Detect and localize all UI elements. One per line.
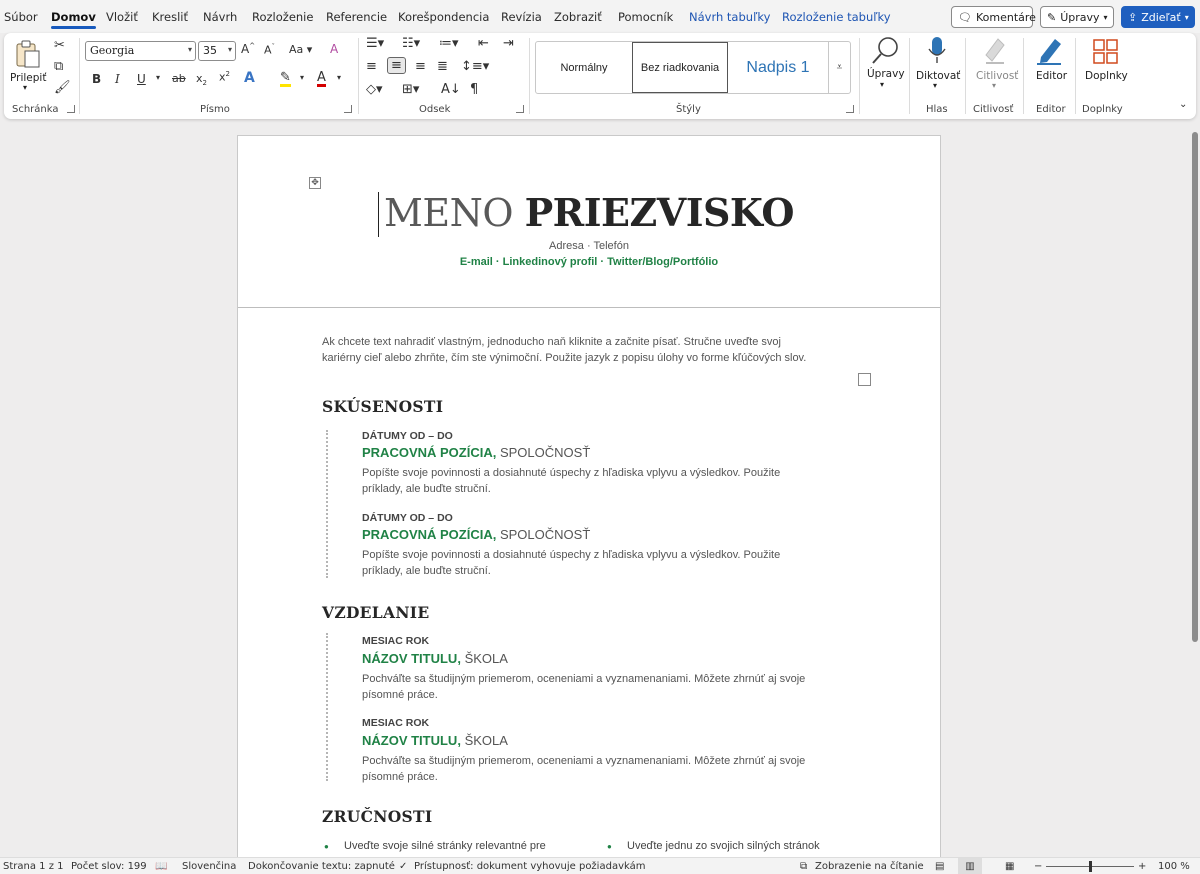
strikethrough-icon[interactable]: ab — [172, 72, 186, 85]
read-mode-icon[interactable]: ▤ — [935, 861, 945, 872]
job-title: PRACOVNÁ POZÍCIA, — [362, 527, 497, 542]
font-dialog-launcher[interactable] — [344, 105, 352, 113]
superscript-icon[interactable]: $x^2$ — [219, 70, 230, 84]
tab-references[interactable]: Referencie — [326, 10, 388, 24]
group-separator — [79, 38, 80, 114]
zoom-level[interactable]: 100 % — [1158, 861, 1190, 872]
group-separator — [529, 38, 530, 114]
editor-label: Editor — [1036, 70, 1068, 82]
entry-description[interactable] — [362, 465, 852, 497]
job-title: PRACOVNÁ POZÍCIA, — [362, 445, 497, 460]
sort-icon[interactable]: A↓ — [441, 82, 461, 97]
description-line: Popíšte svoje povinnosti a dosiahnuté úspechy z hľadiska vplyvu a výsledkov. Použite — [362, 549, 781, 561]
font-name-value: Georgia — [90, 44, 135, 57]
objective-line: Ak chcete text nahradiť vlastným, jednoducho naň kliknite a začnite písať. Stručne uveďte svoj — [322, 336, 781, 348]
chevron-down-icon: ▾ — [933, 81, 938, 90]
style-heading-1[interactable]: Nadpis 1 — [746, 58, 810, 76]
dictate-button[interactable] — [911, 35, 963, 95]
bold-icon[interactable]: B — [92, 72, 102, 86]
tab-review[interactable]: Revízia — [501, 10, 542, 24]
description-line: Popíšte svoje povinnosti a dosiahnuté úspechy z hľadiska vplyvu a výsledkov. Použite — [362, 467, 781, 479]
resume-header — [238, 136, 940, 308]
sensitivity-button[interactable] — [967, 35, 1023, 95]
font-name-combo[interactable] — [85, 41, 196, 61]
editor-button[interactable] — [1025, 35, 1075, 95]
pencil-icon: ✎ — [1047, 10, 1057, 24]
addins-button[interactable] — [1077, 35, 1135, 95]
objective[interactable] — [322, 334, 862, 366]
entry-heading[interactable] — [362, 651, 508, 666]
cut-icon[interactable]: ✂ — [54, 38, 65, 53]
tab-insert[interactable]: Vložiť — [106, 10, 138, 24]
school: ŠKOLA — [464, 733, 508, 748]
word-count[interactable]: Počet slov: 199 — [71, 861, 147, 872]
clipboard-dialog-launcher[interactable] — [67, 105, 75, 113]
shading-icon[interactable]: ◇▾ — [366, 82, 383, 97]
sensitivity-group-label: Citlivosť — [973, 104, 1014, 115]
entry-heading[interactable] — [362, 733, 508, 748]
status-bar — [0, 857, 1200, 874]
paste-label: Prilepiť — [10, 72, 47, 84]
highlight-icon[interactable]: ✎ — [280, 70, 291, 85]
subscript-icon[interactable]: $x_2$ — [196, 72, 207, 88]
align-right-icon[interactable]: ≡ — [415, 59, 426, 74]
chevron-down-icon: ▾ — [187, 45, 192, 54]
font-color-icon[interactable]: A — [317, 70, 326, 85]
chevron-down-icon: ▾ — [880, 80, 885, 89]
comments-button[interactable] — [951, 6, 1036, 28]
accessibility-icon[interactable]: ✓ — [399, 861, 408, 872]
group-separator — [1075, 38, 1076, 114]
text-predictions-status[interactable]: Dokončovanie textu: zapnuté — [248, 861, 395, 872]
links-line[interactable]: E-mail · Linkedinový profil · Twitter/Blog/Portfólio — [459, 256, 719, 268]
decrease-indent-icon[interactable]: ⇤ — [478, 36, 489, 51]
line-spacing-icon[interactable]: ↕≡▾ — [461, 59, 490, 74]
entry-description[interactable] — [362, 547, 852, 579]
skill-item[interactable]: ● Uveďte svoje silné stránky relevantné pre — [344, 840, 546, 852]
ribbon-tab-bar — [0, 0, 1200, 33]
paragraph-group-label: Odsek — [419, 104, 451, 115]
search-icon — [870, 35, 900, 65]
chevron-down-icon: ▾ — [1103, 12, 1108, 22]
company: SPOLOČNOSŤ — [499, 445, 591, 460]
font-size-value: 35 — [203, 44, 217, 57]
chevron-down-icon[interactable]: ▾ — [300, 73, 305, 82]
chevron-down-icon: ▾ — [227, 45, 232, 54]
justify-icon[interactable]: ≣ — [437, 59, 448, 74]
multilevel-list-icon[interactable]: ≔▾ — [439, 36, 459, 51]
page-count[interactable]: Strana 1 z 1 — [3, 861, 64, 872]
font-group-label: Písmo — [200, 104, 230, 115]
entry-date[interactable]: DÁTUMY OD – DO — [362, 512, 453, 524]
entry-description[interactable] — [362, 671, 852, 703]
chevron-down-icon: ▾ — [1184, 12, 1189, 22]
shrink-font-icon[interactable]: $A^ˇ$ — [264, 43, 276, 57]
entry-date[interactable]: MESIAC ROK — [362, 635, 430, 647]
language-indicator[interactable]: Slovenčina — [182, 861, 237, 872]
editor-pen-icon — [1035, 35, 1065, 65]
vertical-scrollbar[interactable] — [1190, 130, 1200, 856]
entry-date[interactable]: MESIAC ROK — [362, 717, 430, 729]
description-line: Pochváľte sa študijným priemerom, oceneniami a vyznamenaniami. Môžete zhrnúť aj svoje — [362, 673, 806, 685]
table-move-handle-icon[interactable]: ✥ — [309, 177, 321, 189]
entry-heading[interactable] — [362, 527, 590, 542]
comment-icon: 🗨 — [958, 10, 972, 24]
company: SPOLOČNOSŤ — [499, 527, 591, 542]
comments-label: Komentáre — [975, 10, 1036, 24]
style-normal[interactable]: Normálny — [560, 61, 608, 74]
description-line: príklady, ale buďte struční. — [362, 565, 491, 577]
reading-view-button[interactable]: Zobrazenie na čítanie — [815, 861, 924, 872]
section-divider — [326, 430, 328, 578]
editing-button[interactable] — [861, 35, 909, 95]
contact-line[interactable]: Adresa · Telefón — [549, 240, 629, 252]
show-marks-icon[interactable]: ¶ — [470, 82, 479, 97]
group-separator — [859, 38, 860, 114]
tab-help[interactable]: Pomocník — [618, 10, 674, 24]
last-name[interactable]: PRIEZVISKO — [524, 190, 795, 235]
skill-item[interactable]: ● Uveďte jednu zo svojich silných stránok — [627, 840, 820, 852]
tab-mailings[interactable]: Korešpondencia — [398, 10, 490, 24]
group-separator — [909, 38, 910, 114]
degree-title: NÁZOV TITULU, — [362, 733, 461, 748]
bullets-icon[interactable]: ☰▾ — [366, 36, 385, 51]
table-resize-handle[interactable] — [858, 373, 871, 386]
voice-group-label: Hlas — [926, 104, 948, 115]
zoom-slider[interactable] — [1046, 866, 1134, 867]
style-no-spacing[interactable]: Bez riadkovania — [632, 42, 728, 93]
group-separator — [965, 38, 966, 114]
dictate-label: Diktovať — [916, 70, 961, 82]
align-center-icon[interactable]: ≡ — [387, 57, 406, 74]
share-label: Zdieľať — [1141, 10, 1181, 24]
section-title-skills[interactable]: ZRUČNOSTI — [322, 807, 433, 826]
clear-formatting-icon[interactable]: A — [330, 42, 339, 56]
description-line: písomné práce. — [362, 689, 438, 701]
text-effects-icon[interactable]: A — [244, 70, 255, 86]
zoom-in-icon[interactable]: + — [1138, 861, 1147, 872]
clipboard-icon — [14, 39, 42, 69]
italic-icon[interactable]: I — [115, 72, 120, 86]
scrollbar-thumb[interactable] — [1192, 132, 1198, 642]
paragraph-dialog-launcher[interactable] — [516, 105, 524, 113]
styles-dialog-launcher[interactable] — [846, 105, 854, 113]
objective-line: kariérny cieľ alebo zhrňte, čím ste výnimoční. Použite jazyk z popisu úlohy vo forme kľúčových slov. — [322, 352, 807, 364]
section-title-education[interactable]: VZDELANIE — [322, 603, 430, 622]
chevron-down-icon: ▾ — [992, 81, 997, 90]
proofing-icon[interactable]: 📖 — [155, 861, 168, 872]
styles-group-label: Štýly — [676, 104, 701, 115]
entry-date[interactable]: DÁTUMY OD – DO — [362, 430, 453, 442]
accessibility-status[interactable]: Prístupnosť: dokument vyhovuje požiadavkám — [414, 861, 646, 872]
share-button[interactable] — [1121, 6, 1195, 28]
tab-table-layout[interactable]: Rozloženie tabuľky — [782, 10, 891, 24]
ribbon — [4, 33, 1196, 119]
description-line: písomné práce. — [362, 771, 438, 783]
change-case-icon[interactable]: Aa ▾ — [289, 43, 313, 56]
zoom-out-icon[interactable]: − — [1034, 861, 1043, 872]
description-line: Pochváľte sa študijným priemerom, oceneniami a vyznamenaniami. Môžete zhrnúť aj svoje — [362, 755, 806, 767]
underline-icon[interactable]: U — [137, 72, 146, 86]
clipboard-group-label: Schránka — [12, 104, 59, 115]
microphone-icon — [925, 35, 949, 65]
section-divider — [326, 633, 328, 781]
copy-icon[interactable]: ⧉ — [54, 59, 64, 74]
chevron-down-icon[interactable]: ▾ — [337, 73, 342, 82]
print-layout-icon[interactable]: ▥ — [958, 858, 982, 874]
editing-mode-button[interactable] — [1040, 6, 1114, 28]
web-layout-icon[interactable]: ▦ — [1005, 861, 1015, 872]
styles-gallery — [535, 41, 851, 94]
editor-group-label: Editor — [1036, 104, 1066, 115]
section-title-experience[interactable]: SKÚSENOSTI — [322, 397, 444, 416]
document-page[interactable] — [237, 135, 941, 865]
font-size-combo[interactable] — [198, 41, 236, 61]
align-left-icon[interactable]: ≡ — [366, 59, 377, 74]
sensitivity-icon — [982, 35, 1008, 65]
paste-button[interactable] — [10, 37, 46, 93]
school: ŠKOLA — [464, 651, 508, 666]
degree-title: NÁZOV TITULU, — [362, 651, 461, 666]
grow-font-icon[interactable]: A^ — [241, 42, 256, 56]
increase-indent-icon[interactable]: ⇥ — [503, 36, 514, 51]
addins-group-label: Doplnky — [1082, 104, 1123, 115]
group-separator — [1023, 38, 1024, 114]
editing-mode-label: Úpravy — [1060, 10, 1100, 24]
chevron-down-icon[interactable]: ▾ — [156, 73, 161, 82]
editing-label: Úpravy — [867, 68, 905, 80]
tab-home[interactable]: Domov — [51, 10, 96, 24]
borders-icon[interactable]: ⊞▾ — [402, 82, 420, 97]
format-painter-icon[interactable]: 🖌 — [54, 80, 71, 95]
addins-grid-icon — [1091, 37, 1121, 67]
addins-label: Doplnky — [1085, 70, 1128, 82]
tab-design[interactable]: Návrh — [203, 10, 238, 24]
description-line: príklady, ale buďte struční. — [362, 483, 491, 495]
tab-draw[interactable]: Kresliť — [152, 10, 188, 24]
entry-heading[interactable] — [362, 445, 590, 460]
resume-name[interactable] — [238, 190, 940, 235]
tab-layout[interactable]: Rozloženie — [252, 10, 314, 24]
tab-table-design[interactable]: Návrh tabuľky — [689, 10, 771, 24]
first-name[interactable]: MENO — [383, 191, 513, 235]
zoom-slider-thumb[interactable] — [1089, 861, 1092, 872]
chevron-down-icon: ▾ — [23, 83, 28, 92]
tab-file[interactable]: Súbor — [4, 10, 38, 24]
share-icon: ⇪ — [1128, 10, 1138, 24]
sensitivity-label: Citlivosť — [976, 70, 1019, 82]
group-separator — [358, 38, 359, 114]
collapse-ribbon-icon[interactable]: ⌄ — [1179, 99, 1188, 110]
tab-view[interactable]: Zobraziť — [554, 10, 602, 24]
styles-more-button[interactable]: ⩡ — [828, 42, 850, 93]
reading-view-icon[interactable]: ⧉ — [800, 861, 808, 872]
numbering-icon[interactable]: ☷▾ — [402, 36, 421, 51]
text-cursor — [378, 192, 379, 237]
entry-description[interactable] — [362, 753, 852, 785]
